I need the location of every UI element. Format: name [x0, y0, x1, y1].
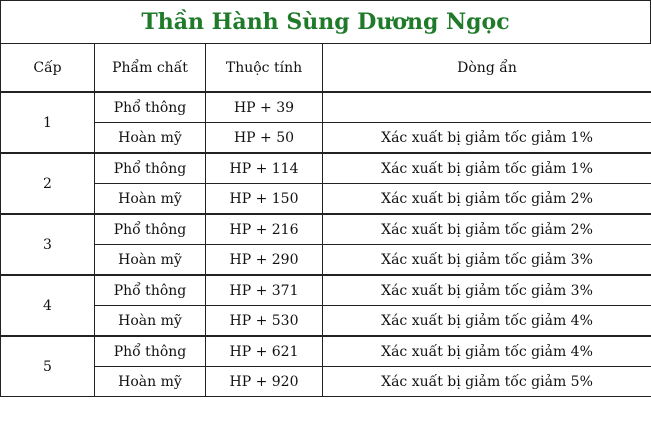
- header-level: Cấp: [1, 44, 95, 93]
- attribute-cell: HP + 150: [206, 184, 323, 215]
- quality-cell: Phổ thông: [95, 92, 206, 123]
- table-row: [1, 367, 651, 397]
- hidden-line-cell: [323, 92, 651, 123]
- attribute-cell: HP + 114: [206, 153, 323, 184]
- hidden-line-cell: Xác xuất bị giảm tốc giảm 1%: [323, 123, 651, 154]
- quality-cell: Phổ thông: [95, 153, 206, 184]
- hidden-line-cell: Xác xuất bị giảm tốc giảm 3%: [323, 245, 651, 276]
- table-row: [1, 214, 651, 245]
- quality-cell: Phổ thông: [95, 214, 206, 245]
- attribute-cell: HP + 920: [206, 367, 323, 397]
- level-cell: 4: [1, 275, 95, 336]
- table-row: [1, 123, 651, 154]
- table-row: [1, 245, 651, 276]
- quality-cell: Hoàn mỹ: [95, 306, 206, 337]
- attribute-cell: HP + 530: [206, 306, 323, 337]
- level-cell: 5: [1, 336, 95, 397]
- table-row: [1, 336, 651, 367]
- table-row: [1, 275, 651, 306]
- level-cell: 3: [1, 214, 95, 275]
- table-row: [1, 184, 651, 215]
- level-cell: 1: [1, 92, 95, 153]
- hidden-line-cell: Xác xuất bị giảm tốc giảm 3%: [323, 275, 651, 306]
- table-row: [1, 92, 651, 123]
- hidden-line-cell: Xác xuất bị giảm tốc giảm 2%: [323, 184, 651, 215]
- quality-cell: Hoàn mỹ: [95, 123, 206, 154]
- quality-cell: Hoàn mỹ: [95, 245, 206, 276]
- quality-cell: Hoàn mỹ: [95, 184, 206, 215]
- attribute-cell: HP + 39: [206, 92, 323, 123]
- quality-cell: Phổ thông: [95, 275, 206, 306]
- header-quality: Phẩm chất: [95, 44, 206, 93]
- hidden-line-cell: Xác xuất bị giảm tốc giảm 5%: [323, 367, 651, 397]
- hidden-line-cell: Xác xuất bị giảm tốc giảm 1%: [323, 153, 651, 184]
- hidden-line-cell: Xác xuất bị giảm tốc giảm 4%: [323, 336, 651, 367]
- header-hidden-line: Dòng ẩn: [323, 44, 651, 93]
- attribute-cell: HP + 50: [206, 123, 323, 154]
- hidden-line-cell: Xác xuất bị giảm tốc giảm 4%: [323, 306, 651, 337]
- stats-table: [0, 43, 651, 397]
- attribute-cell: HP + 216: [206, 214, 323, 245]
- level-cell: 2: [1, 153, 95, 214]
- attribute-cell: HP + 290: [206, 245, 323, 276]
- table-row: [1, 306, 651, 337]
- hidden-line-cell: Xác xuất bị giảm tốc giảm 2%: [323, 214, 651, 245]
- table-row: [1, 153, 651, 184]
- quality-cell: Hoàn mỹ: [95, 367, 206, 397]
- header-row: [1, 44, 651, 93]
- attribute-cell: HP + 621: [206, 336, 323, 367]
- table-title: Thần Hành Sùng Dương Ngọc: [0, 0, 651, 43]
- header-attribute: Thuộc tính: [206, 44, 323, 93]
- attribute-cell: HP + 371: [206, 275, 323, 306]
- quality-cell: Phổ thông: [95, 336, 206, 367]
